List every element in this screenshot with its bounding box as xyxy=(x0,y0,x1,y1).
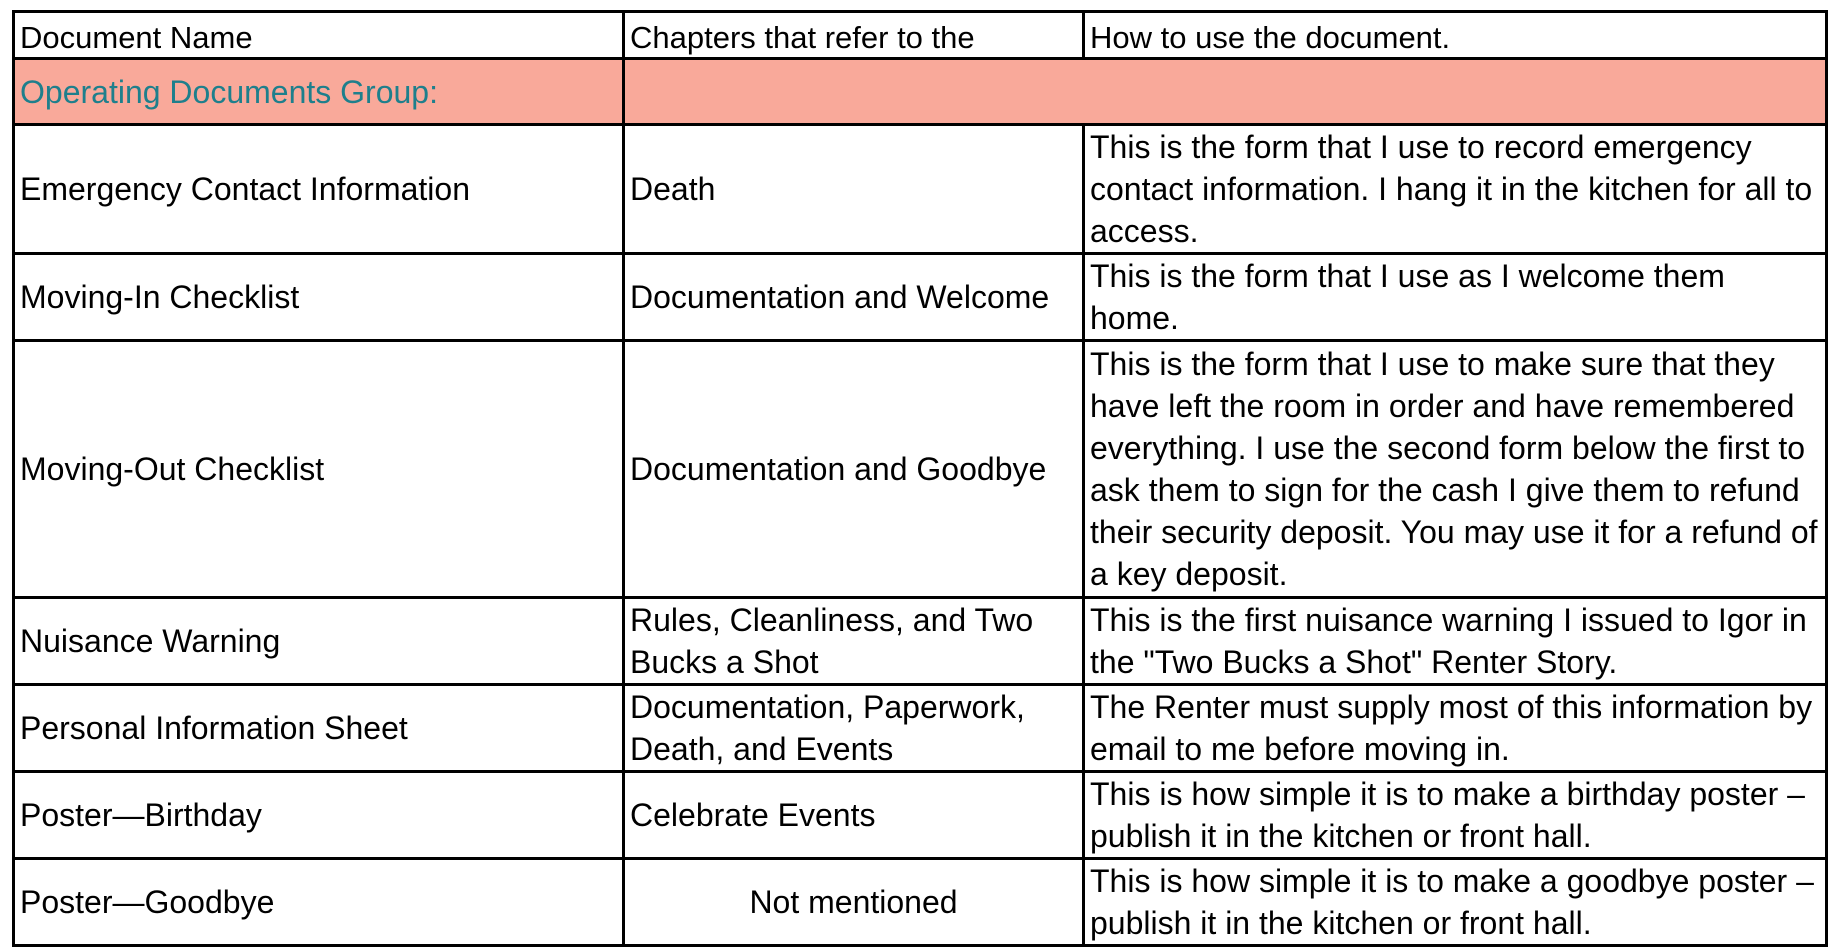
row-chapters-cell: Documentation and Goodbye xyxy=(624,341,1084,598)
row-usage-cell: This is the form that I use as I welcome them home. xyxy=(1084,254,1827,341)
row-usage-cell: This is the first nuisance warning I issued to Igor in the "Two Bucks a Shot" Renter Story. xyxy=(1084,598,1827,685)
row-name-cell: Moving-In Checklist xyxy=(14,254,624,341)
row-chapters-cell: Documentation and Welcome xyxy=(624,254,1084,341)
row-chapters-cell: Rules, Cleanliness, and Two Bucks a Shot xyxy=(624,598,1084,685)
table-row xyxy=(14,859,1827,946)
row-name-cell: Moving-Out Checklist xyxy=(14,341,624,598)
row-usage-cell: This is how simple it is to make a goodbye poster – publish it in the kitchen or front hall. xyxy=(1084,859,1827,946)
table-row xyxy=(14,685,1827,772)
row-name-cell: Poster—Goodbye xyxy=(14,859,624,946)
group-empty-cell xyxy=(624,59,1827,125)
row-name-cell: Nuisance Warning xyxy=(14,598,624,685)
row-chapters-cell: Celebrate Events xyxy=(624,772,1084,859)
header-row xyxy=(14,12,1827,59)
row-usage-cell: This is the form that I use to record emergency contact information. I hang it in the kitchen for all to access. xyxy=(1084,125,1827,254)
group-row xyxy=(14,59,1827,125)
table-row xyxy=(14,772,1827,859)
row-name-cell: Personal Information Sheet xyxy=(14,685,624,772)
row-usage-cell: This is the form that I use to make sure that they have left the room in order and have remembered everything. I use the second form below the first to ask them to sign for the cash I give them to refund their security deposit. You may use it for a refund of a key deposit. xyxy=(1084,341,1827,598)
row-chapters-cell: Death xyxy=(624,125,1084,254)
row-name-cell: Poster—Birthday xyxy=(14,772,624,859)
header-document-name: Document Name xyxy=(14,12,624,59)
header-usage: How to use the document. xyxy=(1084,12,1827,59)
row-usage-cell: The Renter must supply most of this information by email to me before moving in. xyxy=(1084,685,1827,772)
row-chapters-cell: Not mentioned xyxy=(624,859,1084,946)
table-row xyxy=(14,125,1827,254)
row-name-cell: Emergency Contact Information xyxy=(14,125,624,254)
header-chapters: Chapters that refer to the xyxy=(624,12,1084,59)
row-chapters-cell: Documentation, Paperwork, Death, and Events xyxy=(624,685,1084,772)
group-title: Operating Documents Group: xyxy=(14,59,624,125)
table-row xyxy=(14,341,1827,598)
table-row xyxy=(14,254,1827,341)
row-usage-cell: This is how simple it is to make a birthday poster – publish it in the kitchen or front hall. xyxy=(1084,772,1827,859)
table-row xyxy=(14,598,1827,685)
documents-table xyxy=(12,10,1828,947)
